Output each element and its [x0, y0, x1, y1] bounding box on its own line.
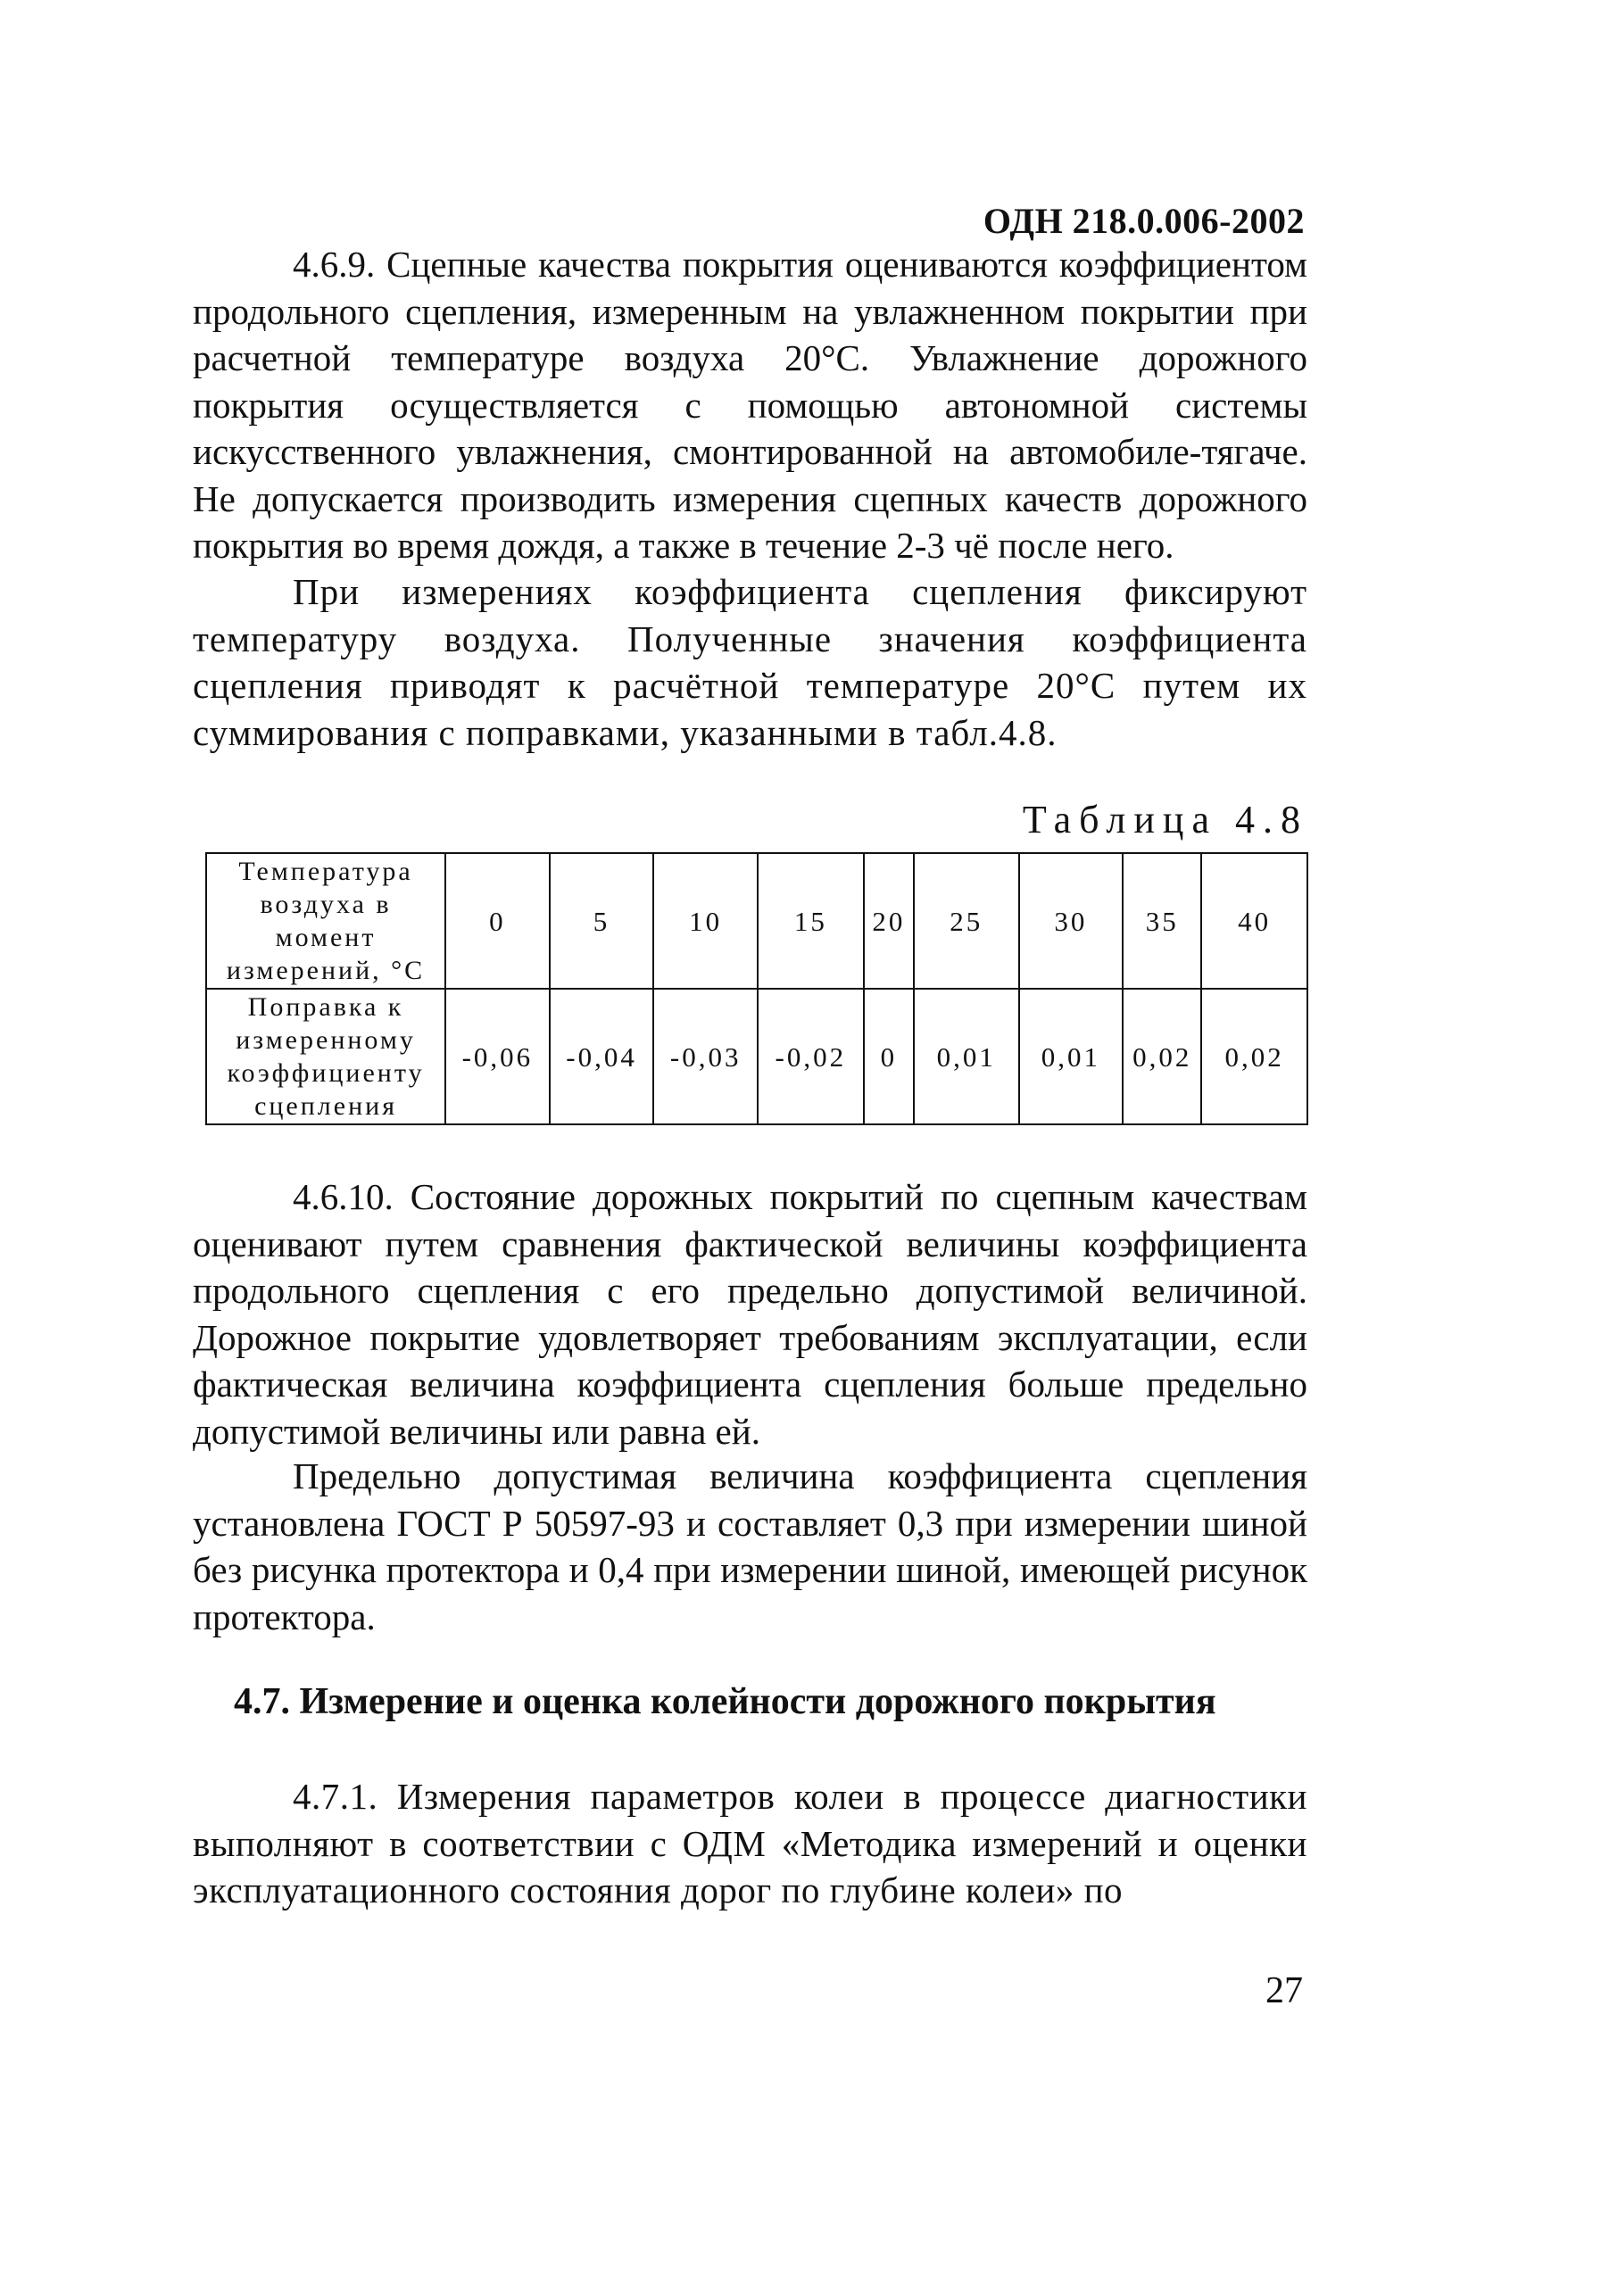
- temperature-cell: 30: [1019, 853, 1124, 989]
- correction-cell: -0,04: [550, 989, 654, 1124]
- temperature-cell: 35: [1123, 853, 1201, 989]
- correction-cell: 0,01: [914, 989, 1019, 1124]
- correction-cell: -0,02: [758, 989, 864, 1124]
- page-number: 27: [1265, 1970, 1303, 2011]
- temperature-cell: 5: [550, 853, 654, 989]
- correction-table: [205, 852, 1308, 1125]
- document-code: ОДН 218.0.006-2002: [983, 201, 1305, 241]
- temperature-cell: 0: [445, 853, 550, 989]
- correction-cell: -0,03: [653, 989, 758, 1124]
- correction-cell: 0,01: [1019, 989, 1124, 1124]
- table-caption: Таблица 4.8: [1022, 798, 1308, 841]
- temperature-cell: 15: [758, 853, 864, 989]
- correction-cell: 0,02: [1123, 989, 1201, 1124]
- correction-cell: 0,02: [1201, 989, 1307, 1124]
- row-header-correction: Поправка к измеренному коэффициенту сцепления: [206, 989, 445, 1124]
- row-header-temperature: Температура воздуха в момент измерений, °С: [206, 853, 445, 989]
- paragraph-4-6-9: 4.6.9. Сцепные качества покрытия оцениваются коэффициентом продольного сцепления, измеренным на увлажненном покрытии при расчетной температуре воздуха 20°С. Увлажнение дорожного покрытия осуществляется с помощью автономной системы искусственного увлажнения, смонтированной на автомобиле-тягаче. Не допускается производить измерения сцепных качеств дорожного покрытия во время дождя, а также в течение 2-3 чё после него.: [193, 244, 1307, 566]
- table-row-temperature: [206, 853, 1307, 989]
- paragraph-limit-value: Предельно допустимая величина коэффициента сцепления установлена ГОСТ Р 50597-93 и составляет 0,3 при измерении шиной без рисунка протектора и 0,4 при измерении шиной, имеющей рисунок протектора.: [193, 1455, 1307, 1637]
- paragraph-measurement: При измерениях коэффициента сцепления фиксируют температуру воздуха. Полученные значения коэффициента сцепления приводят к расчётной температуре 20°С путем их суммирования с поправками, указанными в табл.4.8.: [193, 571, 1307, 753]
- temperature-cell: 20: [864, 853, 914, 989]
- correction-cell: -0,06: [445, 989, 550, 1124]
- correction-cell: 0: [864, 989, 914, 1124]
- section-title-4-7: 4.7. Измерение и оценка колейности дорожного покрытия: [234, 1681, 1216, 1722]
- paragraph-4-6-10: 4.6.10. Состояние дорожных покрытий по сцепным качествам оценивают путем сравнения фактической величины коэффициента продольного сцепления с его предельно допустимой величиной. Дорожное покрытие удовлетворяет требованиям эксплуатации, если фактическая величина коэффициента сцепления больше предельно допустимой величины или равна ей.: [193, 1176, 1307, 1452]
- temperature-cell: 40: [1201, 853, 1307, 989]
- paragraph-4-7-1: 4.7.1. Измерения параметров колеи в процессе диагностики выполняют в соответствии с ОДМ «Методика измерений и оценки эксплуатационного состояния дорог по глубине колеи» по: [193, 1776, 1307, 1911]
- table-row-correction: [206, 989, 1307, 1124]
- temperature-cell: 10: [653, 853, 758, 989]
- temperature-cell: 25: [914, 853, 1019, 989]
